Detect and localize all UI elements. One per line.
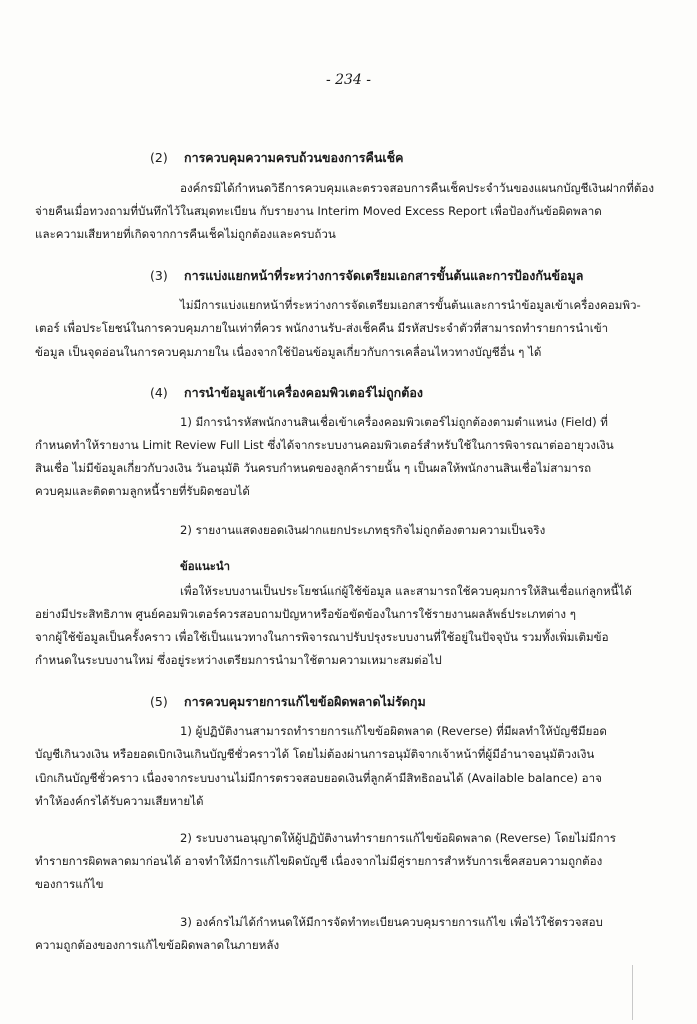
list-item-line: ความถูกต้องของการแก้ไขข้อผิดพลาดในภายหลัง [35, 938, 280, 952]
paragraph-line: จ่ายคืนเมื่อทวงถามที่บันทึกไว้ในสมุดทะเบียน กับรายงาน Interim Moved Excess Report เพื่อป้องกันข้อผิดพลาด [35, 204, 602, 218]
scan-artifact-line [632, 965, 633, 1020]
section-number: (2) [150, 150, 168, 165]
section-2-heading [150, 148, 403, 168]
list-item-line: กำหนดทำให้รายงาน Limit Review Full List ซึ่งได้จากระบบงานคอมพิวเตอร์สำหรับใช้ในการพิจารณาต่ออายุวงเงิน [35, 438, 614, 452]
list-item-line: ควบคุมและติดตามลูกหนี้รายที่รับผิดชอบได้ [35, 484, 250, 498]
paragraph-line: องค์กรมิได้กำหนดวิธีการควบคุมและตรวจสอบการคืนเช็คประจำวันของแผนกบัญชีเงินฝากที่ต้อง [180, 181, 654, 195]
paragraph-line: และความเสียหายที่เกิดจากการคืนเช็คไม่ถูกต้องและครบถ้วน [35, 227, 336, 241]
paragraph-line: ข้อมูล เป็นจุดอ่อนในการควบคุมภายใน เนื่องจากใช้ป้อนข้อมูลเกี่ยวกับการเคลื่อนไหวทางบัญชีอื่น ๆ ได้ [35, 345, 542, 359]
section-title: การนำข้อมูลเข้าเครื่องคอมพิวเตอร์ไม่ถูกต้อง [184, 385, 423, 400]
list-item-line: ของการแก้ไข [35, 877, 104, 891]
list-item-line: 1) ผู้ปฏิบัติงานสามารถทำรายการแก้ไขข้อผิดพลาด (Reverse) ที่มีผลทำให้บัญชีมียอด [180, 724, 607, 738]
advice-heading: ข้อแนะนำ [180, 559, 231, 573]
section-number: (3) [150, 268, 168, 283]
section-number: (5) [150, 694, 168, 709]
list-item-line: สินเชื่อ ไม่มีข้อมูลเกี่ยวกับวงเงิน วันอนุมัติ วันครบกำหนดของลูกค้ารายนั้น ๆ เป็นผลให้พนักงานสินเชื่อไม่สามารถ [35, 461, 592, 475]
section-number: (4) [150, 385, 168, 400]
list-item-line: ทำรายการผิดพลาดมาก่อนได้ อาจทำให้มีการแก้ไขผิดบัญชี เนื่องจากไม่มีคู่รายการสำหรับการเช็คสอบความถูกต้อง [35, 854, 603, 868]
list-item-line: เบิกเกินบัญชีชั่วคราว เนื่องจากระบบงานไม่มีการตรวจสอบยอดเงินที่ลูกค้ามีสิทธิถอนได้ (Available balance) อาจ [35, 771, 602, 785]
list-item-line: 3) องค์กรไม่ได้กำหนดให้มีการจัดทำทะเบียนควบคุมรายการแก้ไข เพื่อไว้ใช้ตรวจสอบ [180, 915, 603, 929]
paragraph-line: เตอร์ เพื่อประโยชน์ในการควบคุมภายในเท่าที่ควร พนักงานรับ-ส่งเช็คคืน มีรหัสประจำตัวที่สามารถทำรายการนำเข้า [35, 321, 609, 335]
paragraph-line: จากผู้ใช้ข้อมูลเป็นครั้งคราว เพื่อใช้เป็นแนวทางในการพิจารณาปรับปรุงระบบงานที่ใช้อยู่ในปัจจุบัน รวมทั้งเพิ่มเติมข้อ [35, 630, 609, 644]
paragraph-line: กำหนดในระบบงานใหม่ ซึ่งอยู่ระหว่างเตรียมการนำมาใช้ตามความเหมาะสมต่อไป [35, 653, 442, 667]
list-item-line: 2) รายงานแสดงยอดเงินฝากแยกประเภทธุรกิจไม่ถูกต้องตามความเป็นจริง [180, 523, 546, 537]
section-3-heading [150, 266, 583, 286]
paragraph-line: อย่างมีประสิทธิภาพ ศูนย์คอมพิวเตอร์ควรสอบถามปัญหาหรือข้อขัดข้องในการใช้รายงานผลลัพธ์ประเภทต่าง ๆ [35, 607, 577, 621]
paragraph-line: เพื่อให้ระบบงานเป็นประโยชน์แก่ผู้ใช้ข้อมูล และสามารถใช้ควบคุมการให้สินเชื่อแก่ลูกหนี้ได้ [180, 584, 632, 598]
page-number: - 234 - [325, 72, 372, 88]
section-title: การควบคุมรายการแก้ไขข้อผิดพลาดไม่รัดกุม [184, 694, 426, 709]
section-4-heading [150, 383, 423, 403]
list-item-line: บัญชีเกินวงเงิน หรือยอดเบิกเงินเกินบัญชีชั่วคราวได้ โดยไม่ต้องผ่านการอนุมัติจากเจ้าหน้าที่ผู้มีอำนาจอนุมัติวงเงิน [35, 747, 595, 761]
list-item-line: 1) มีการนำรหัสพนักงานสินเชื่อเข้าเครื่องคอมพิวเตอร์ไม่ถูกต้องตามตำแหน่ง (Field) ที่ [180, 415, 608, 429]
section-title: การแบ่งแยกหน้าที่ระหว่างการจัดเตรียมเอกสารขั้นต้นและการป้องกันข้อมูล [184, 268, 584, 283]
paragraph-line: ไม่มีการแบ่งแยกหน้าที่ระหว่างการจัดเตรียมเอกสารขั้นต้นและการนำข้อมูลเข้าเครื่องคอมพิว- [180, 298, 641, 312]
section-5-heading [150, 692, 426, 712]
section-title: การควบคุมความครบถ้วนของการคืนเช็ค [184, 150, 404, 165]
list-item-line: 2) ระบบงานอนุญาตให้ผู้ปฏิบัติงานทำรายการแก้ไขข้อผิดพลาด (Reverse) โดยไม่มีการ [180, 831, 617, 845]
list-item-line: ทำให้องค์กรได้รับความเสียหายได้ [35, 794, 204, 808]
